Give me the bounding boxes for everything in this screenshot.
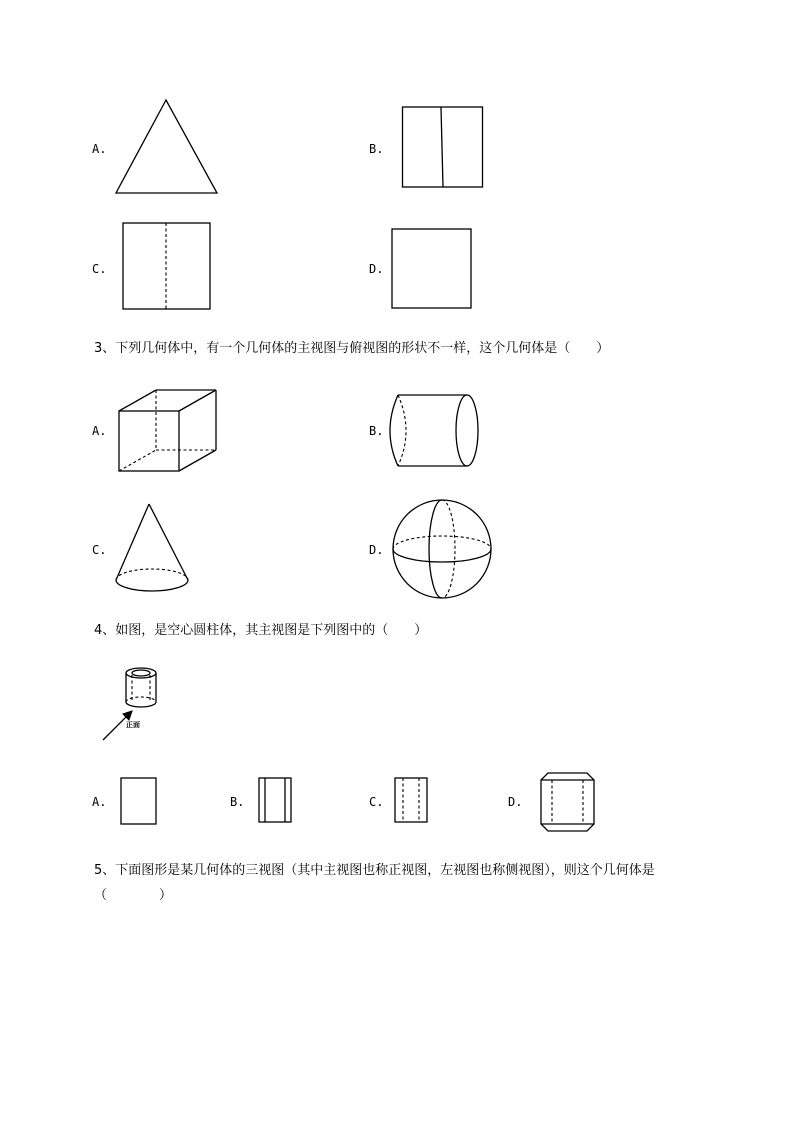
q4-option-d-label: D.: [508, 795, 523, 809]
q4-option-d-cylinder-view: [536, 770, 600, 834]
q4-option-b-label: B.: [230, 795, 245, 809]
q3-option-d-label: D.: [369, 543, 384, 557]
q4-option-c-rectangle-dashed-lines: [393, 776, 431, 826]
q4-option-b-rectangle-solid-lines: [257, 776, 295, 826]
q2-option-d-label: D.: [369, 262, 384, 276]
q4-option-a-label: A.: [92, 795, 107, 809]
q3-option-b-cylinder: [386, 391, 484, 471]
q2-option-d-square: [389, 226, 475, 312]
q3-option-a-cube: [114, 386, 222, 476]
q3-option-c-label: C.: [92, 543, 107, 557]
q2-option-a-label: A.: [92, 142, 107, 156]
q2-option-c-label: C.: [92, 262, 107, 276]
q4-question-text: 4、如图，是空心圆柱体，其主视图是下列图中的（ ）: [94, 623, 428, 638]
q2-option-c-rectangle-dashed: [120, 220, 214, 312]
q3-option-c-cone: [110, 500, 196, 596]
q5-question-text-line2: （ ）: [94, 888, 173, 903]
q2-option-a-triangle: [110, 96, 222, 198]
q3-question-text: 3、下列几何体中，有一个几何体的主视图与俯视图的形状不一样，这个几何体是（ ）: [94, 341, 610, 356]
q5-question-text-line1: 5、下面图形是某几何体的三视图（其中主视图也称正视图，左视图也称侧视图），则这个几何体是: [94, 863, 655, 878]
q4-option-a-rectangle: [118, 775, 160, 829]
q3-option-d-sphere: [390, 497, 496, 603]
q2-option-b-rectangle-split: [400, 104, 486, 190]
q4-hollow-cylinder-figure: [100, 664, 172, 744]
q3-option-a-label: A.: [92, 424, 107, 438]
q4-option-c-label: C.: [369, 795, 384, 809]
q2-option-b-label: B.: [369, 142, 384, 156]
q3-option-b-label: B.: [369, 424, 384, 438]
q4-front-label: 正面: [126, 721, 140, 729]
